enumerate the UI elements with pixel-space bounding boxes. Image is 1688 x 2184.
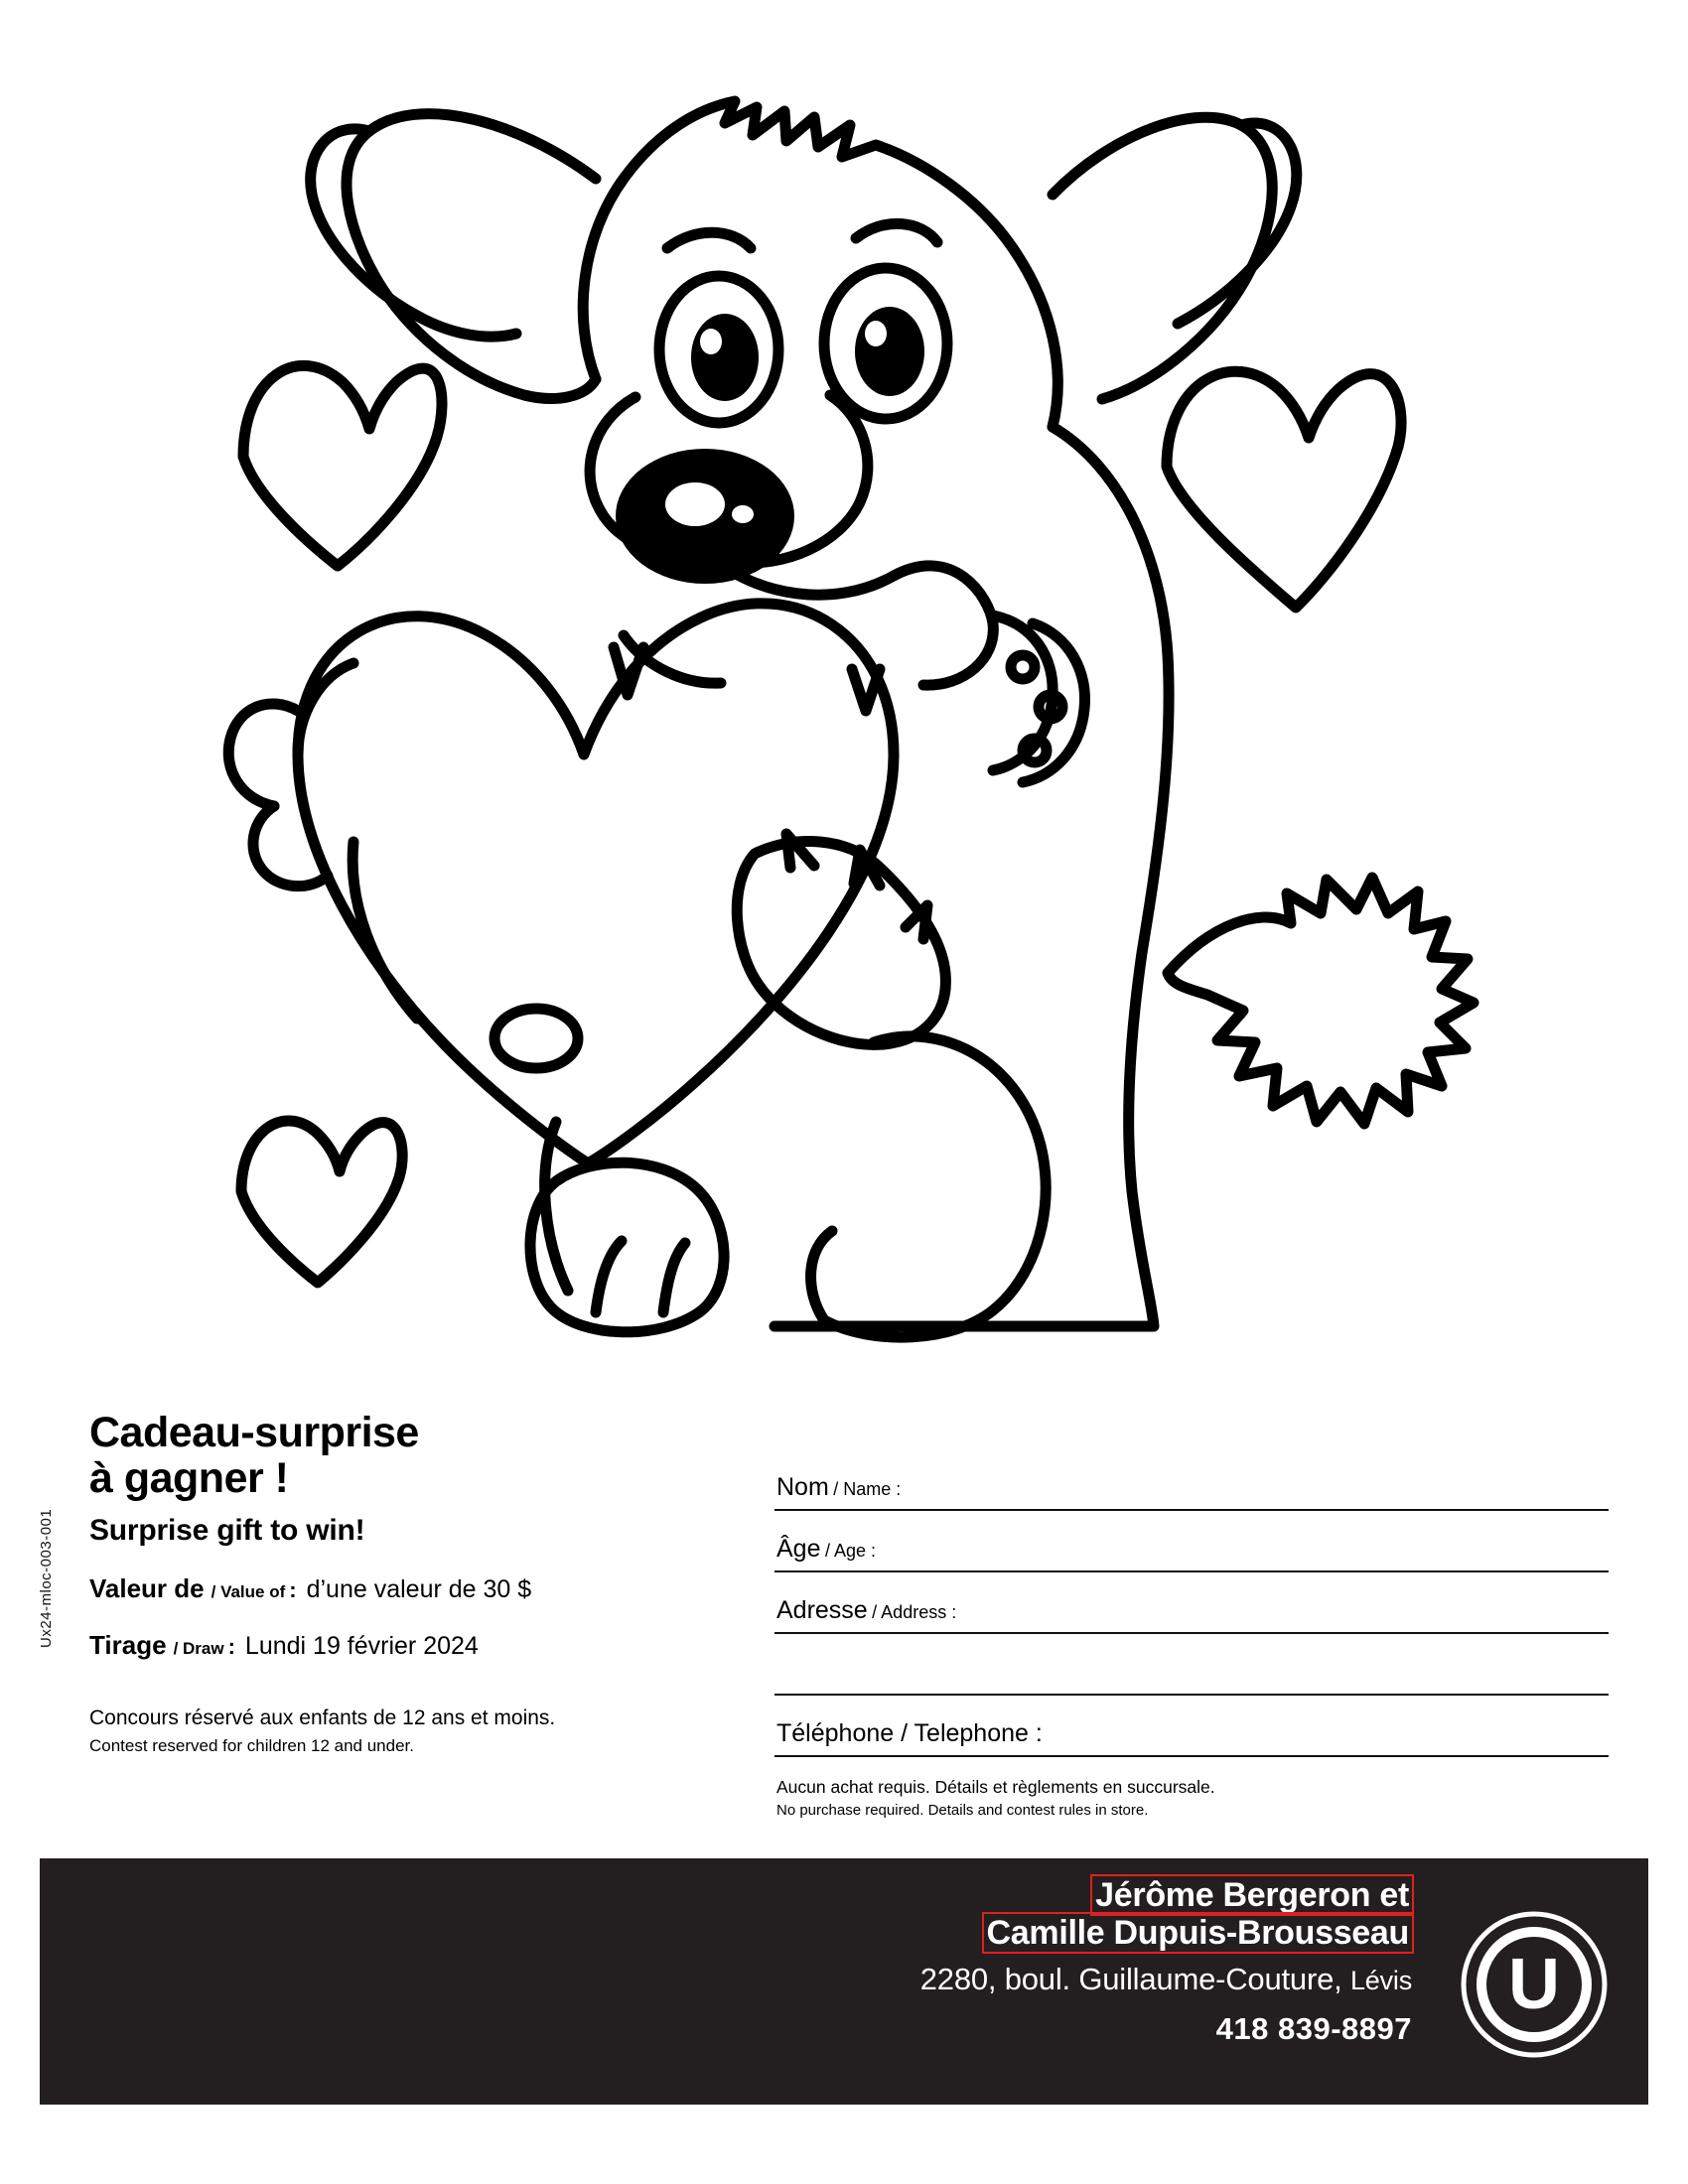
draw-label-fr: Tirage <box>89 1629 167 1660</box>
value-label-fr: Valeur de <box>89 1572 205 1603</box>
value-text: d’une valeur de 30 $ <box>306 1574 532 1603</box>
value-colon: : <box>289 1576 297 1602</box>
field-address[interactable] <box>774 1572 1609 1634</box>
dog-head <box>583 101 1057 427</box>
draw-text: Lundi 19 février 2024 <box>244 1631 479 1660</box>
document-code: Ux24-mloc-003-001 <box>38 1508 55 1648</box>
promo-headline-en: Surprise gift to win! <box>89 1513 365 1547</box>
entry-form[interactable] <box>774 1449 1609 1821</box>
big-heart <box>298 604 894 1163</box>
form-legal <box>774 1775 1609 1821</box>
field-address-line2[interactable] <box>774 1634 1609 1696</box>
form-legal-fr: Aucun achat requis. Détails et règlements en succursale. <box>776 1777 1215 1797</box>
promo-info <box>89 1410 725 1758</box>
promo-draw-row <box>89 1630 725 1661</box>
dog-rear-leg <box>811 1036 1047 1337</box>
dog-right-eye <box>824 268 947 419</box>
promo-legal-fr: Concours réservé aux enfants de 12 ans et moins. <box>89 1706 556 1729</box>
promo-legal <box>89 1705 725 1758</box>
field-age-label-en: / Age : <box>824 1541 876 1561</box>
dog-left-ear <box>311 114 596 399</box>
heart-left-upper <box>243 365 442 566</box>
draw-colon: : <box>227 1633 235 1659</box>
dog-front-paw <box>530 1162 724 1332</box>
uniprix-logo-letter: U <box>1508 1945 1560 2024</box>
field-age-label <box>776 1535 876 1564</box>
field-phone[interactable] <box>774 1696 1609 1757</box>
merchant-name-line1: Jérôme Bergeron et <box>1092 1876 1412 1914</box>
field-name-label <box>776 1473 901 1502</box>
field-address-label <box>776 1596 956 1625</box>
dog-tail <box>1168 878 1474 1124</box>
footer-bar <box>40 1858 1648 2105</box>
heart-right-upper <box>1167 371 1401 608</box>
dog-left-eye <box>659 276 778 423</box>
field-name-label-en: / Name : <box>833 1479 902 1499</box>
footer-text <box>518 1876 1412 2047</box>
field-age[interactable] <box>774 1511 1609 1572</box>
heart-left-lower <box>241 1121 402 1283</box>
store-phone: 418 839-8897 <box>1215 2011 1412 2047</box>
promo-headline-fr-line1: Cadeau-surprise <box>89 1409 419 1456</box>
uniprix-logo-icon <box>1460 1910 1609 2059</box>
promo-headline-fr-line2: à gagner ! <box>89 1454 289 1503</box>
dog-right-ear <box>1053 117 1297 399</box>
draw-label-en: / Draw <box>173 1638 224 1658</box>
store-address-street: 2280, boul. Guillaume-Couture, <box>919 1962 1342 1997</box>
field-age-label-fr: Âge <box>776 1535 821 1563</box>
form-legal-en: No purchase required. Details and contest rules in store. <box>776 1801 1149 1819</box>
value-label-en: / Value of <box>211 1581 286 1601</box>
field-address-label-fr: Adresse <box>776 1596 868 1624</box>
merchant-name-line2: Camille Dupuis-Brousseau <box>984 1914 1412 1952</box>
store-address <box>518 1962 1412 1997</box>
field-phone-label <box>776 1719 1043 1748</box>
field-name-label-fr: Nom <box>776 1473 829 1501</box>
field-address-label-en: / Address : <box>872 1602 957 1622</box>
promo-value-row <box>89 1573 725 1604</box>
store-address-city: Lévis <box>1349 1966 1412 1996</box>
field-phone-label-fr: Téléphone / Telephone : <box>776 1719 1043 1747</box>
field-name[interactable] <box>774 1449 1609 1511</box>
dog-collar <box>993 615 1085 782</box>
dog-eyebrows <box>667 223 937 248</box>
dog-left-hand <box>228 704 328 887</box>
promo-headline-fr <box>89 1410 725 1502</box>
promo-legal-en: Contest reserved for children 12 and under. <box>89 1736 414 1756</box>
merchant-names <box>518 1876 1412 1952</box>
